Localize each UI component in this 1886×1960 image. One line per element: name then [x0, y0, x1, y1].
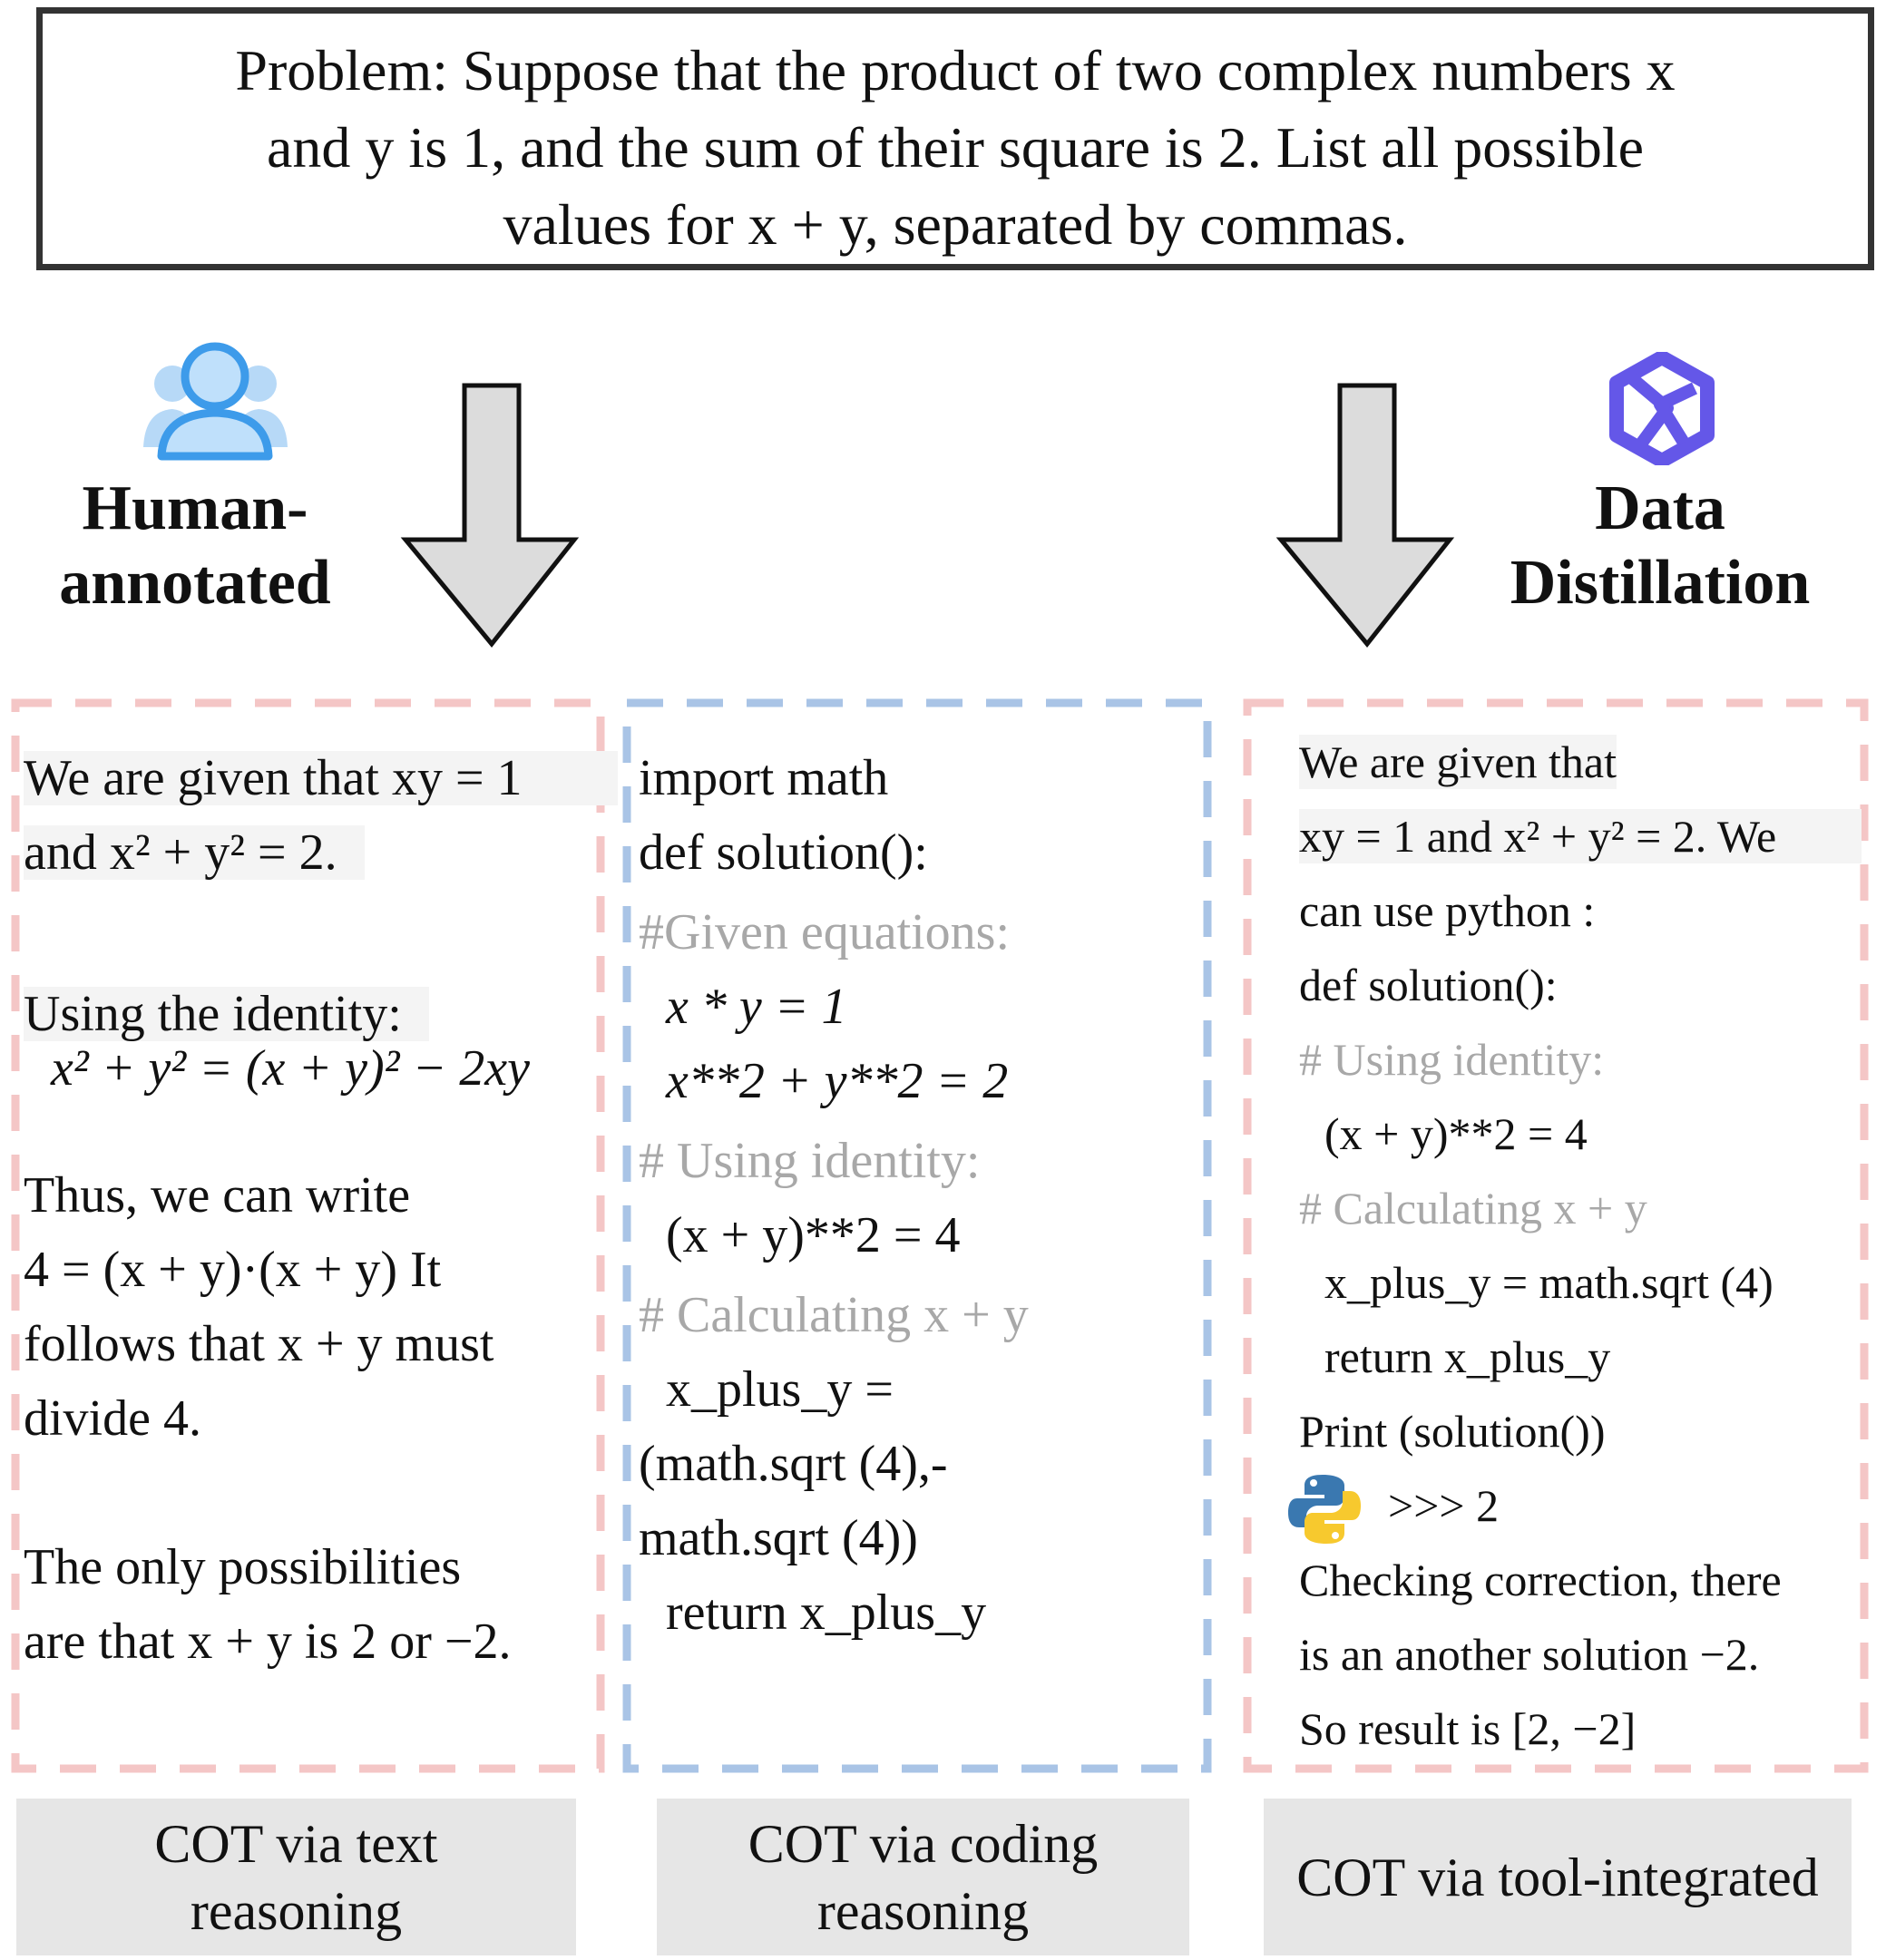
code-line-11: math.sqrt (4)) [639, 1510, 918, 1566]
tool-line-9: return x_plus_y [1324, 1331, 1611, 1382]
distill-label-line-1: Data [1595, 473, 1725, 543]
code-line-2: def solution(): [639, 824, 928, 881]
text-line-10: are that x + y is 2 or −2. [24, 1614, 512, 1670]
problem-line-2: and y is 1, and the sum of their square is 2. List all possible [267, 115, 1644, 180]
caption-code-line-2: reasoning [816, 1880, 1030, 1941]
code-comment-3: # Calculating x + y [639, 1287, 1029, 1343]
tool-reasoning-panel [1243, 698, 1869, 1773]
down-arrow-right-icon [1275, 381, 1456, 648]
tool-line-3: can use python : [1299, 885, 1596, 936]
caption-tool-reasoning [1264, 1799, 1852, 1955]
distill-label-line-2: Distillation [1510, 548, 1811, 618]
problem-statement [43, 32, 1868, 263]
code-comment-1: #Given equations: [639, 904, 1011, 960]
down-arrow-left-icon [399, 381, 581, 648]
qwen-logo-icon [1606, 352, 1719, 465]
coding-reasoning-panel [622, 698, 1212, 1773]
text-line-2: and x² + y² = 2. [24, 825, 365, 880]
problem-line-1: Problem: Suppose that the product of two complex numbers x [235, 38, 1676, 102]
text-line-4: x² + y² = (x + y)² − 2xy [51, 1040, 530, 1097]
tool-line-10: Print (solution()) [1299, 1406, 1606, 1457]
data-distillation-label [1470, 472, 1851, 620]
problem-line-3: values for x + y, separated by commas. [503, 192, 1408, 257]
human-label-line-1: Human- [82, 473, 308, 543]
text-line-7: follows that x + y must [24, 1316, 494, 1372]
code-line-4: x * y = 1 [666, 979, 847, 1035]
text-line-3: Using the identity: [24, 987, 429, 1041]
caption-tool-line-1: COT via tool-integrated [1296, 1847, 1819, 1907]
tool-line-13: is an another solution −2. [1299, 1629, 1760, 1680]
code-comment-2: # Using identity: [639, 1133, 981, 1189]
tool-line-12: Checking correction, there [1299, 1555, 1782, 1605]
human-label-line-2: annotated [59, 548, 331, 618]
text-line-8: divide 4. [24, 1390, 201, 1447]
problem-box [36, 7, 1874, 270]
tool-comment-2: # Calculating x + y [1299, 1183, 1647, 1234]
tool-line-2: xy = 1 and x² + y² = 2. We [1299, 809, 1862, 863]
human-annotated-label [36, 472, 354, 620]
caption-coding-reasoning [657, 1799, 1189, 1955]
tool-line-6: (x + y)**2 = 4 [1324, 1108, 1588, 1159]
text-reasoning-panel [11, 698, 605, 1773]
text-line-1: We are given that xy = 1 [24, 751, 618, 805]
tool-output: >>> 2 [1388, 1480, 1500, 1531]
code-line-9: x_plus_y = [666, 1361, 894, 1418]
tool-line-14: So result is [2, −2] [1299, 1703, 1637, 1754]
code-line-5: x**2 + y**2 = 2 [666, 1053, 1009, 1109]
caption-text-line-1: COT via text [154, 1813, 438, 1874]
caption-code-line-1: COT via coding [748, 1813, 1099, 1874]
caption-text-line-2: reasoning [190, 1880, 403, 1941]
code-line-12: return x_plus_y [666, 1585, 987, 1641]
users-icon [136, 340, 295, 463]
code-line-1: import math [639, 750, 889, 806]
code-line-7: (x + y)**2 = 4 [666, 1207, 961, 1263]
text-line-5: Thus, we can write [24, 1167, 411, 1224]
code-line-10: (math.sqrt (4),- [639, 1436, 948, 1492]
text-line-6: 4 = (x + y)·(x + y) It [24, 1242, 442, 1298]
python-logo-icon [1286, 1471, 1363, 1547]
tool-line-1: We are given that [1299, 736, 1617, 787]
tool-comment-1: # Using identity: [1299, 1034, 1605, 1085]
text-line-9: The only possibilities [24, 1539, 462, 1595]
tool-line-4: def solution(): [1299, 960, 1558, 1010]
caption-text-reasoning [16, 1799, 576, 1955]
tool-line-8: x_plus_y = math.sqrt (4) [1324, 1257, 1774, 1308]
